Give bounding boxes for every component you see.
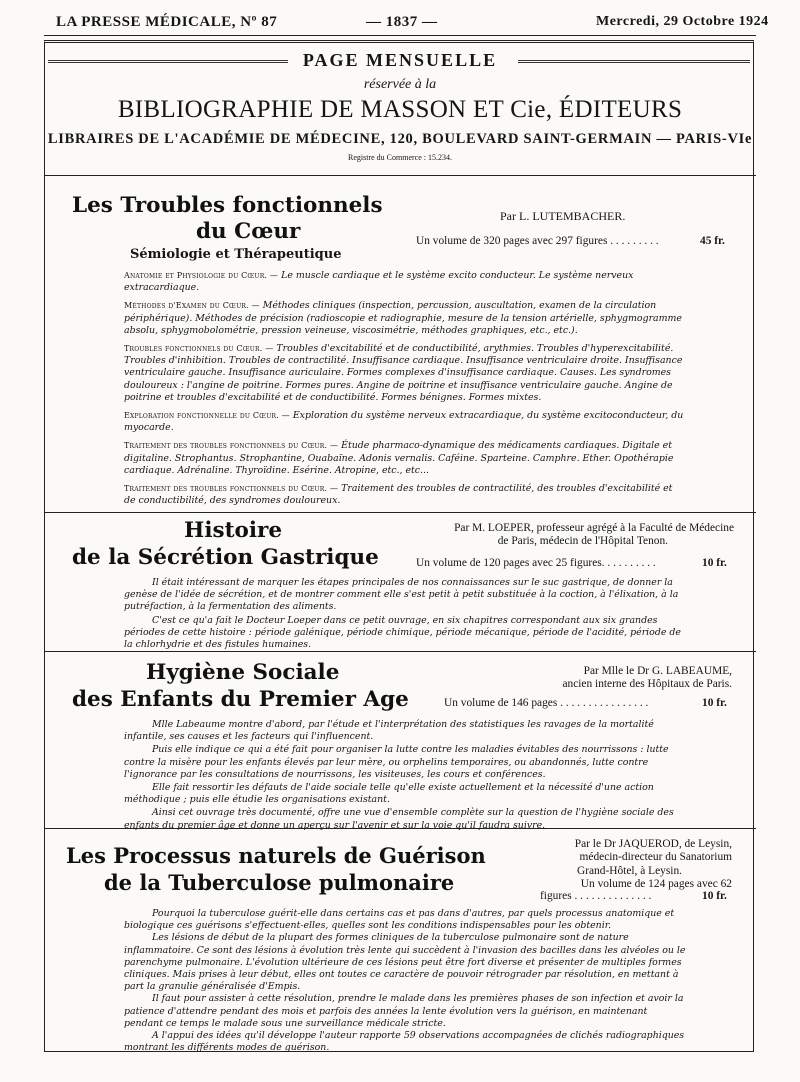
book1-subtitle: Sémiologie et Thérapeutique xyxy=(130,247,342,262)
book2-author-line2: de Paris, médecin de l'Hôpital Tenon. xyxy=(497,535,668,548)
section-heading: Traitement des troubles fonctionnels du Cœur. — xyxy=(124,484,339,494)
section-text: Traitement des troubles de contractilité, des troubles d'excitabilité et de conductibilité, des syndromes douloureux. xyxy=(124,483,673,507)
section-text: Méthodes cliniques (inspection, percussion, auscultation, examen de la circulation périphérique). Méthodes de précision (radioscopie et radiographie, mesure de la tension artérielle, sphygmogramme absolu, sphygmobolométrie, pression veineuse, viscosimétrie, méthodes graphiques, etc., etc.). xyxy=(124,300,682,336)
book4-author-line4: Un volume de 124 pages avec 62 xyxy=(580,878,732,891)
book1-contents xyxy=(124,270,686,513)
page-number: — 1837 — xyxy=(366,14,438,30)
paragraph: Il faut pour assister à cette résolution, prendre le malade dans les premières phases de son infection et avoir la patience d'attendre pendant des mois et parfois des années la lente évolution vers la guérison, en maintenant pendant ce temps le malade sous une surveillance médicale stricte. xyxy=(124,993,684,1029)
section-heading: Troubles fonctionnels du Cœur. — xyxy=(124,344,274,354)
reserved-line: réservée à la xyxy=(363,77,437,92)
paragraph: Ainsi cet ouvrage très documenté, offre une vue d'ensemble complète sur la question de l'hygiène sociale des enfants du premier âge et donne un aperçu sur l'avenir et sur la voie qu'il faudra suivre. xyxy=(124,807,674,831)
book2-price: 10 fr. xyxy=(702,557,727,569)
book2-author xyxy=(410,522,734,549)
book2-title-line1: Histoire xyxy=(184,518,283,543)
paragraph: Mlle Labeaume montre d'abord, par l'étude et l'interprétation des statistiques les ravages de la mortalité infantile, ses causes et les facteurs qui l'influencent. xyxy=(124,719,654,743)
issue-date: Mercredi, 29 Octobre 1924 xyxy=(596,14,769,29)
paragraph: A l'appui des idées qu'il développe l'auteur rapporte 59 observations accompagnées de clichés radiographiques montrant les différents modes de guérison. xyxy=(124,1030,685,1054)
registry-line: Registre du Commerce : 15.234. xyxy=(348,153,452,162)
book2-volume: Un volume de 120 pages avec 25 figures. . . . . . . . . . xyxy=(416,557,656,569)
book4-price: 10 fr. xyxy=(702,890,727,902)
book1-volume: Un volume de 320 pages avec 297 figures . . . . . . . . . xyxy=(416,235,659,247)
paragraph: C'est ce qu'a fait le Docteur Loeper dans ce petit ouvrage, en six chapitres correspondant aux six grandes périodes de cette histoire : période galénique, période chimique, période mécanique, période de l'acidité, période de la chlorhydrie et des fistules humaines. xyxy=(124,614,681,651)
book3-author-line2: ancien interne des Hôpitaux de Paris. xyxy=(562,678,732,691)
book1-author: Par L. LUTEMBACHER. xyxy=(500,209,626,223)
divider-rule xyxy=(44,512,756,513)
header-rule xyxy=(44,35,756,36)
book3-description xyxy=(124,719,686,833)
book4-author-line1: Par le Dr JAQUEROD, de Leysin, xyxy=(574,838,732,850)
book1-section xyxy=(124,483,686,507)
banner-rule xyxy=(44,175,756,176)
book3-price: 10 fr. xyxy=(702,697,727,709)
section-heading: Exploration fonctionnelle du Cœur. — xyxy=(124,411,290,421)
book2-description xyxy=(124,577,686,652)
page-label: PAGE MENSUELLE xyxy=(302,50,498,70)
paragraph: Pourquoi la tuberculose guérit-elle dans certains cas et pas dans d'autres, par quels processus anatomique et biologique ces guérisons s'effectuent-elles, quelles sont les conditions indispensables pour les obtenir. xyxy=(124,908,675,932)
paragraph: Puis elle indique ce qui a été fait pour organiser la lutte contre les maladies évitables des nourrissons : lutte contre la misère pour les enfants élevés par leur mère, ou orphelins temporaires, ou abandonnés, lutte contre l'ignorance par les consultations de nourrissons, les visiteuses, les cours et conférences. xyxy=(124,744,669,780)
book4-author-line3: Grand-Hôtel, à Leysin. xyxy=(576,864,682,877)
book1-section xyxy=(124,270,686,294)
book1-section xyxy=(124,410,686,434)
book3-title-line2: des Enfants du Premier Age xyxy=(72,687,409,712)
book4-volume: figures . . . . . . . . . . . . . . xyxy=(540,890,652,902)
section-text: Étude pharmaco-dynamique des médicaments cardiaques. Digitale et digitaline. Strophantus. Strophantine, Ouabaïne. Adonis vernalis. Caféine. Sparteine. Camphre. Ether. Opothérapie cardiaque. Adrénaline. Thyroïdine. Esérine. Atropine, etc., etc... xyxy=(124,440,674,476)
book3-title-line1: Hygiène Sociale xyxy=(146,660,340,685)
section-text: Exploration du système nerveux extracardiaque, du système excitoconducteur, du myocarde. xyxy=(124,410,684,434)
book1-price: 45 fr. xyxy=(700,235,725,247)
paragraph: Il était intéressant de marquer les étapes principales de nos connaissances sur le suc gastrique, de donner la genèse de l'idée de sécrétion, et de montrer comment elle s'est petit à petit substituée à la coction, à l'élixation, à la putréfaction, à la fermentation des aliments. xyxy=(124,577,679,613)
book4-author xyxy=(538,838,732,892)
section-heading: Méthodes d'Examen du Cœur. — xyxy=(124,301,260,311)
book4-description xyxy=(124,908,686,1054)
book1-section xyxy=(124,343,686,404)
section-heading: Traitement des troubles fonctionnels du Cœur. — xyxy=(124,441,339,451)
section-text: Troubles d'excitabilité et de conductibilité, arythmies. Troubles d'hyperexcitabilité. Troubles d'inhibition. Troubles de contractilité. Insuffisance cardiaque. Insuffisance ventriculaire droite. Insuffisance ventriculaire gauche. Insuffisance auriculaire. Formes complexes d'insuffisance cardiaque. Causes. Les syndromes douloureux : l'angine de poitrine. Formes pures. Angine de poitrine et insuffisance ventriculaire gauche. Angine de poitrine et troubles d'excitabilité et de conductibilité. Formes bénignes. Formes mixtes. xyxy=(124,343,683,403)
paragraph: Elle fait ressortir les défauts de l'aide sociale telle qu'elle existe actuellement et la nécessité d'une action méthodique ; puis elle étudie les organisations existant. xyxy=(124,782,654,806)
journal-name: LA PRESSE MÉDICALE, Nº 87 xyxy=(56,14,278,30)
section-heading: Anatomie et Physiologie du Cœur. — xyxy=(124,271,279,280)
book4-title-line1: Les Processus naturels de Guérison xyxy=(66,843,486,868)
book1-section xyxy=(124,440,686,477)
publisher-address: LIBRAIRES DE L'ACADÉMIE DE MÉDECINE, 120, BOULEVARD SAINT-GERMAIN — PARIS-VIe xyxy=(47,131,753,147)
book1-title-line2: du Cœur xyxy=(196,219,301,244)
book2-title-line2: de la Sécrétion Gastrique xyxy=(72,545,379,570)
book4-author-line2: médecin-directeur du Sanatorium xyxy=(579,851,732,864)
divider-rule xyxy=(44,828,756,829)
publisher-name: BIBLIOGRAPHIE DE MASSON ET Cie, ÉDITEURS xyxy=(117,96,683,123)
divider-rule xyxy=(44,651,756,652)
book2-author-line1: Par M. LOEPER, professeur agrégé à la Faculté de Médecine xyxy=(454,522,734,534)
book3-author-line1: Par Mlle le Dr G. LABEAUME, xyxy=(583,665,732,677)
paragraph: Les lésions de début de la plupart des formes cliniques de la tuberculose pulmonaire sont de nature inflammatoire. Ce sont des lésions à évolution très lente qui succèdent à l'invasion des bacilles dans les alvéoles ou le parenchyme pulmonaire. L'évolution ultérieure de ces lésions peut être fort diverse et présenter de multiples formes cliniques. Mais prises à leur début, elles ont toutes ce caractère de pouvoir rétrograder par résolution, en mettant à part la granulie généralisée d'Empis. xyxy=(124,932,686,993)
book4-title-line2: de la Tuberculose pulmonaire xyxy=(104,870,455,895)
book1-title-line1: Les Troubles fonctionnels xyxy=(72,193,383,218)
book1-section xyxy=(124,300,686,337)
section-text: Le muscle cardiaque et le système excito conducteur. Le système nerveux extracardiaque. xyxy=(124,270,634,294)
book3-volume: Un volume de 146 pages . . . . . . . . . . . . . . . . xyxy=(444,697,649,709)
book3-author xyxy=(440,665,732,692)
